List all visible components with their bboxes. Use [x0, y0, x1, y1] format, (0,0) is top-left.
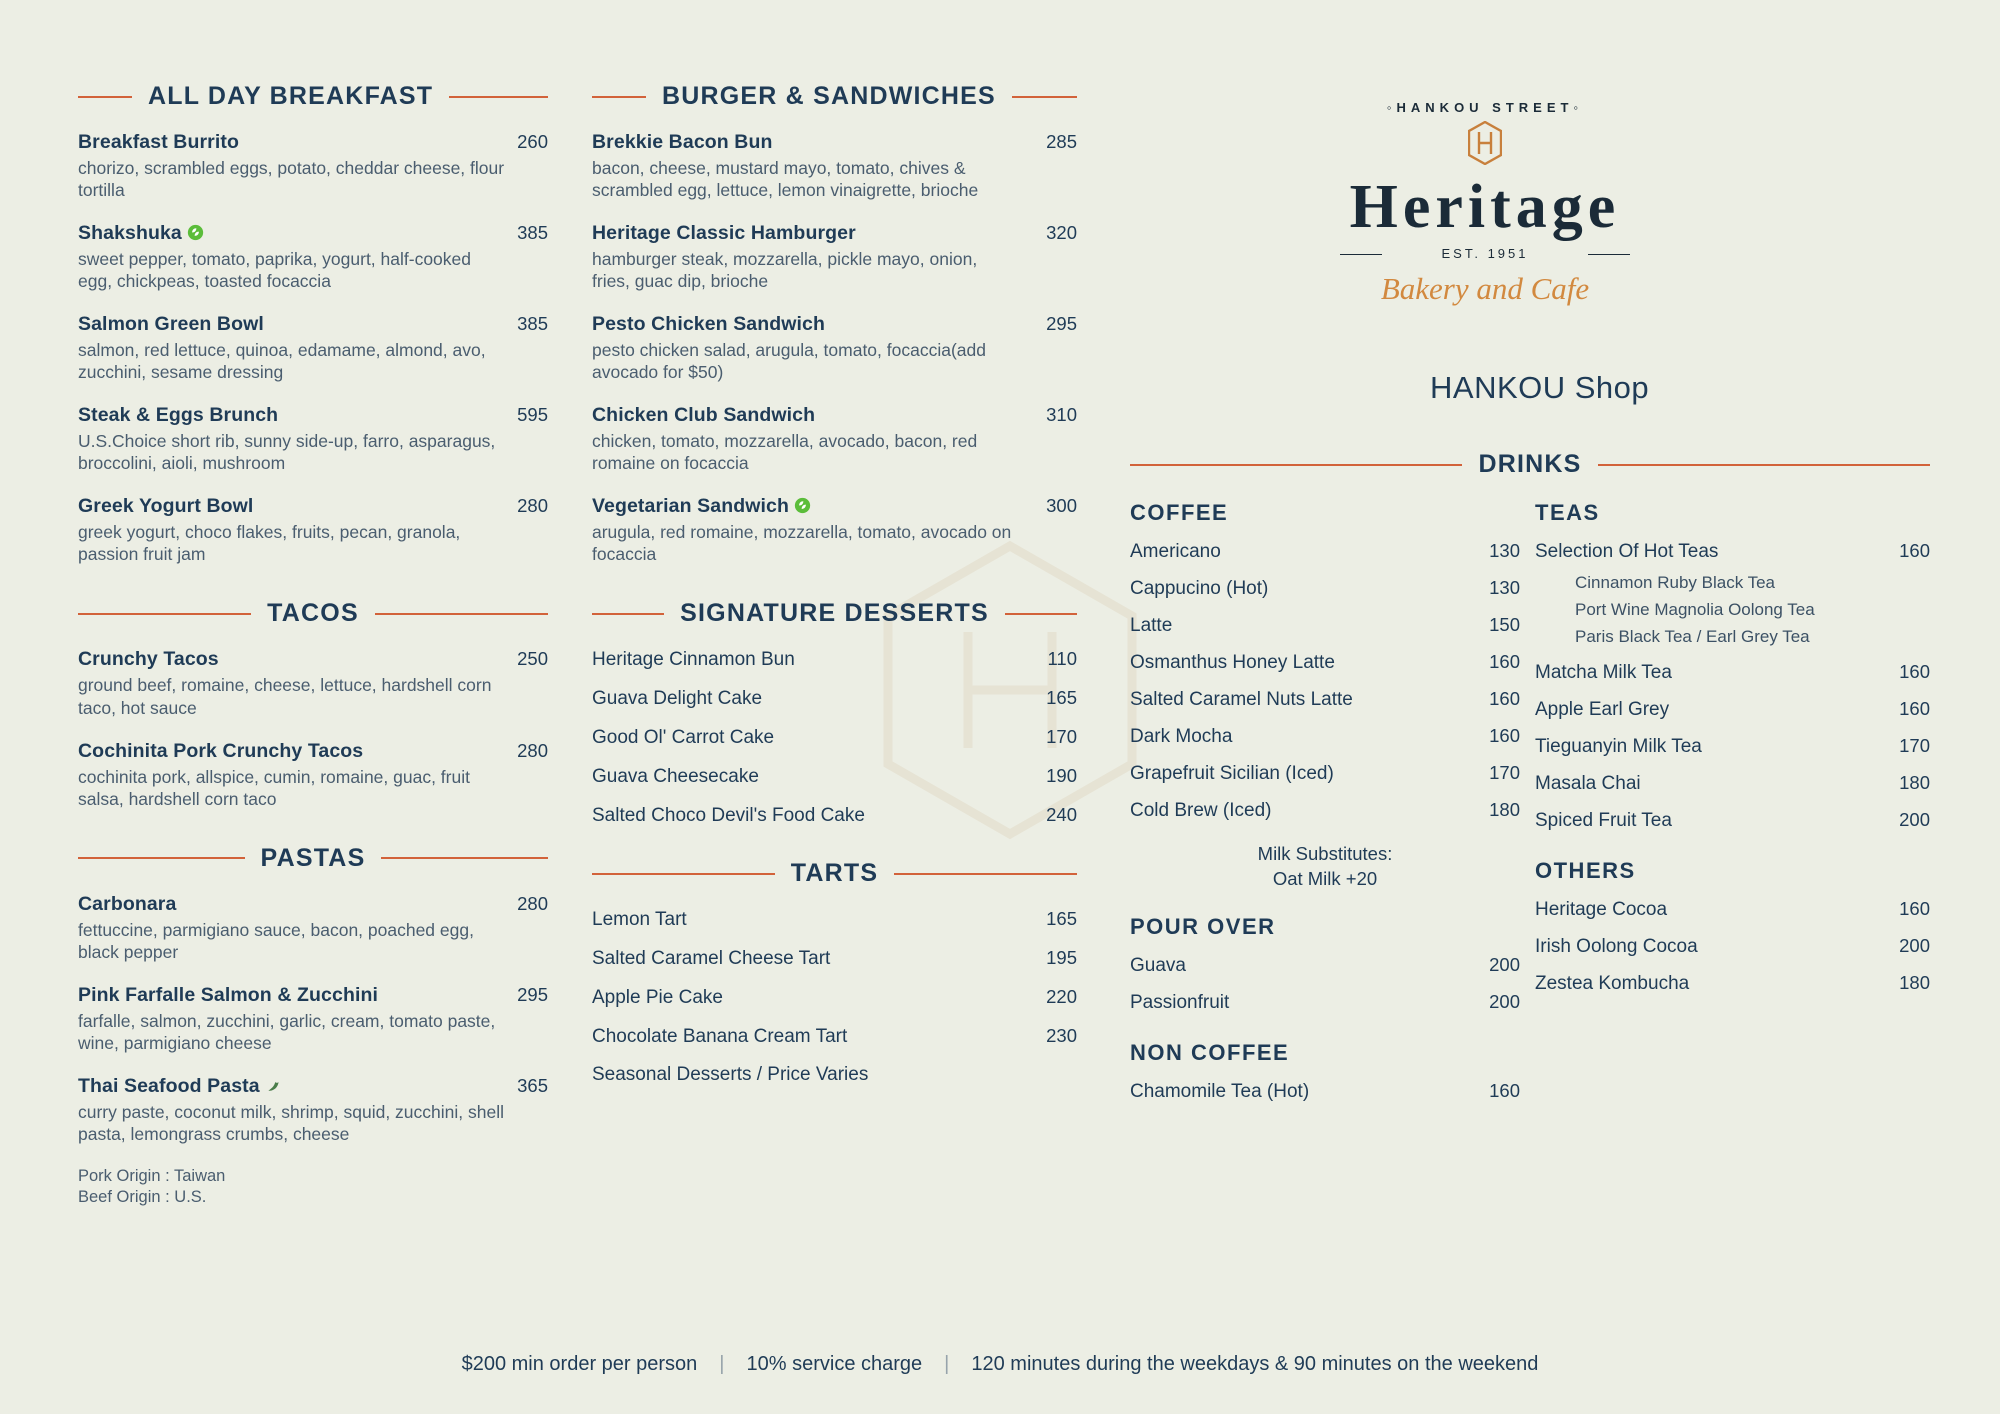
menu-item — [592, 131, 1077, 201]
menu-item — [78, 893, 548, 963]
drink-price: 170 — [1899, 735, 1930, 756]
drink-item — [1130, 725, 1520, 748]
drink-price: 200 — [1899, 809, 1930, 830]
brand-name: Heritage — [1349, 173, 1621, 241]
menu-item — [78, 495, 548, 565]
menu-line-item — [592, 908, 1077, 931]
beef-origin-note: Beef Origin : U.S. — [78, 1188, 207, 1207]
footer-notes — [0, 1353, 2000, 1376]
section-title: TACOS — [267, 599, 359, 628]
item-price: 110 — [1047, 648, 1077, 670]
drink-name: Salted Caramel Nuts Latte — [1130, 689, 1353, 710]
rule-right — [381, 857, 548, 859]
drink-name: Osmanthus Honey Latte — [1130, 652, 1335, 673]
milk-note-line-2: Oat Milk +20 — [1272, 867, 1378, 889]
menu-item — [592, 495, 1077, 565]
drink-name: Latte — [1130, 615, 1173, 636]
drink-price: 160 — [1489, 725, 1520, 746]
rule-left — [592, 96, 646, 98]
drink-price: 150 — [1489, 614, 1520, 635]
drink-item — [1535, 772, 1930, 795]
item-description: arugula, red romaine, mozzarella, tomato, avocado on focaccia — [592, 522, 1012, 565]
column-middle — [592, 82, 1077, 1102]
drink-item — [1130, 614, 1520, 637]
rule-left — [78, 96, 132, 98]
item-description: chicken, tomato, mozzarella, avocado, bacon, red romaine on focaccia — [592, 431, 978, 474]
drink-name: Spiced Fruit Tea — [1535, 810, 1672, 831]
drink-name: Americano — [1130, 541, 1221, 562]
drink-item — [1130, 540, 1520, 563]
rule-left — [78, 857, 245, 859]
drink-item — [1130, 799, 1520, 822]
drink-item — [1535, 972, 1930, 995]
drink-name: Cappucino (Hot) — [1130, 578, 1269, 599]
section-header-pastas — [78, 844, 548, 873]
drink-item — [1535, 661, 1930, 684]
drink-name: Chamomile Tea (Hot) — [1130, 1080, 1310, 1102]
menu-line-item — [592, 726, 1077, 749]
item-name: Seasonal Desserts / Price Varies — [592, 1064, 869, 1086]
spicy-icon — [265, 1077, 282, 1094]
drink-price: 180 — [1489, 799, 1520, 820]
rule-right — [375, 613, 548, 615]
menu-item — [78, 740, 548, 810]
rule-left — [592, 873, 775, 875]
item-price: 295 — [1046, 313, 1077, 335]
subsection-title-coffee: COFFEE — [1130, 500, 1229, 525]
item-price: 385 — [517, 313, 548, 335]
drink-name: Grapefruit Sicilian (Iced) — [1130, 763, 1334, 784]
drink-name: Zestea Kombucha — [1535, 973, 1690, 994]
item-price: 260 — [517, 131, 548, 152]
subsection-title-others: OTHERS — [1535, 858, 1636, 883]
item-name: Brekkie Bacon Bun — [592, 131, 773, 153]
brand-subtitle: Bakery and Cafe — [1380, 271, 1590, 306]
menu-line-item — [592, 804, 1077, 827]
item-name: Guava Cheesecake — [592, 766, 759, 788]
drink-item — [1535, 540, 1930, 563]
item-name: Salted Choco Devil's Food Cake — [592, 805, 865, 827]
item-description: salmon, red lettuce, quinoa, edamame, almond, avo, zucchini, sesame dressing — [78, 340, 486, 383]
item-name: Pink Farfalle Salmon & Zucchini — [78, 983, 378, 1006]
item-price: 195 — [1046, 947, 1077, 969]
drink-price: 160 — [1899, 661, 1930, 682]
drink-price: 160 — [1489, 688, 1520, 709]
hot-tea-option: Port Wine Magnolia Oolong Tea — [1575, 600, 1815, 619]
item-name: Apple Pie Cake — [592, 987, 723, 1009]
brand-arc-text: ◦HANKOU STREET◦ — [1386, 100, 1584, 115]
menu-item — [78, 1075, 548, 1145]
menu-item — [78, 648, 548, 718]
drinks-column-right — [1535, 500, 1930, 1009]
drink-price: 200 — [1489, 990, 1520, 1012]
item-price: 295 — [517, 983, 548, 1005]
menu-line-item — [592, 687, 1077, 710]
drink-name: Irish Oolong Cocoa — [1535, 936, 1698, 957]
drink-name: Cold Brew (Iced) — [1130, 800, 1272, 821]
vegetarian-icon — [794, 497, 811, 514]
item-name: Carbonara — [78, 892, 177, 915]
rule-right — [449, 96, 548, 98]
rule-left — [592, 613, 664, 615]
item-description: bacon, cheese, mustard mayo, tomato, chives & scrambled egg, lettuce, lemon vinaigrette, brioche — [592, 158, 979, 201]
heritage-logo-icon — [1468, 121, 1502, 165]
item-name — [592, 495, 811, 518]
section-header-burger-sandwiches — [592, 82, 1077, 111]
drink-price: 180 — [1899, 772, 1930, 793]
item-name: Guava Delight Cake — [592, 688, 763, 710]
drink-item — [1130, 991, 1520, 1014]
brand-block — [1330, 100, 1640, 307]
drink-price: 130 — [1489, 577, 1520, 598]
item-description: ground beef, romaine, cheese, lettuce, hardshell corn taco, hot sauce — [78, 675, 492, 718]
item-price: 190 — [1046, 765, 1077, 787]
section-title: PASTAS — [260, 843, 366, 872]
menu-line-item — [592, 1064, 1077, 1086]
item-description: pesto chicken salad, arugula, tomato, focaccia(add avocado for $50) — [592, 340, 986, 383]
item-description: sweet pepper, tomato, paprika, yogurt, half-cooked egg, chickpeas, toasted focaccia — [78, 249, 472, 292]
menu-item — [78, 222, 548, 292]
subsection-title-non-coffee: NON COFFEE — [1130, 1039, 1290, 1065]
item-name: Lemon Tart — [592, 909, 687, 931]
drink-item — [1535, 698, 1930, 721]
drink-price: 160 — [1899, 898, 1930, 919]
item-name: Steak & Eggs Brunch — [78, 404, 279, 427]
vegetarian-icon — [187, 224, 204, 241]
brand-established: EST. 1951 — [1330, 246, 1640, 261]
footer-separator: | — [719, 1353, 725, 1375]
item-name: Greek Yogurt Bowl — [78, 495, 254, 518]
section-title: TARTS — [790, 859, 879, 888]
section-header-tacos — [78, 599, 548, 628]
item-price: 240 — [1046, 804, 1077, 826]
item-description: chorizo, scrambled eggs, potato, cheddar cheese, flour tortilla — [78, 158, 505, 201]
section-title: ALL DAY BREAKFAST — [148, 82, 434, 110]
rule-left — [78, 613, 251, 615]
item-description: cochinita pork, allspice, cumin, romaine, guac, fruit salsa, hardshell corn taco — [78, 766, 470, 809]
drink-name: Matcha Milk Tea — [1535, 662, 1672, 683]
item-name: Good Ol' Carrot Cake — [592, 727, 775, 749]
item-name: Breakfast Burrito — [78, 131, 239, 153]
menu-item — [78, 131, 548, 201]
rule-left — [1130, 464, 1462, 466]
item-name: Salted Caramel Cheese Tart — [592, 948, 831, 970]
item-name: Pesto Chicken Sandwich — [592, 313, 826, 336]
footer-time-limit: 120 minutes during the weekdays & 90 minutes on the weekend — [971, 1353, 1539, 1375]
item-name-text: Vegetarian Sandwich — [592, 495, 789, 518]
drink-name: Apple Earl Grey — [1535, 699, 1670, 720]
drink-price: 130 — [1489, 540, 1520, 561]
menu-item — [78, 404, 548, 474]
item-price: 300 — [1046, 495, 1077, 517]
menu-item — [78, 313, 548, 383]
drink-item — [1535, 735, 1930, 758]
item-name: Chocolate Banana Cream Tart — [592, 1026, 848, 1048]
item-description: fettuccine, parmigiano sauce, bacon, poached egg, black pepper — [78, 919, 474, 962]
item-price: 165 — [1046, 908, 1077, 930]
item-description: U.S.Choice short rib, sunny side-up, farro, asparagus, broccolini, aioli, mushroom — [78, 431, 496, 474]
drink-item — [1130, 651, 1520, 674]
item-name: Heritage Classic Hamburger — [592, 222, 856, 245]
section-title: DRINKS — [1478, 450, 1582, 478]
hot-tea-option: Paris Black Tea / Earl Grey Tea — [1575, 627, 1810, 646]
drink-price: 160 — [1899, 698, 1930, 719]
footer-service-charge: 10% service charge — [746, 1353, 923, 1375]
section-title: SIGNATURE DESSERTS — [680, 599, 989, 628]
drink-price: 200 — [1899, 935, 1930, 956]
section-title: BURGER & SANDWICHES — [662, 82, 996, 110]
section-header-drinks — [1130, 450, 1930, 479]
item-price: 280 — [517, 739, 548, 761]
item-price: 170 — [1046, 726, 1077, 748]
item-price: 320 — [1046, 222, 1077, 244]
item-price: 250 — [517, 648, 548, 670]
footer-separator: | — [944, 1353, 950, 1375]
item-name: Heritage Cinnamon Bun — [592, 649, 795, 671]
drink-price: 160 — [1489, 651, 1520, 672]
item-description: hamburger steak, mozzarella, pickle mayo, onion, fries, guac dip, brioche — [592, 249, 978, 292]
menu-item — [592, 404, 1077, 474]
drink-name: Passionfruit — [1130, 991, 1230, 1013]
drink-price: 200 — [1489, 953, 1520, 975]
menu-line-item — [592, 986, 1077, 1009]
drink-item — [1535, 935, 1930, 958]
drink-item — [1130, 577, 1520, 600]
drink-price: 160 — [1899, 540, 1930, 561]
drink-item — [1130, 762, 1520, 785]
item-price: 285 — [1046, 131, 1077, 152]
rule-right — [894, 873, 1077, 875]
menu-item — [78, 984, 548, 1054]
item-price: 230 — [1046, 1025, 1077, 1047]
subsection-title-pour-over: POUR OVER — [1130, 913, 1276, 939]
drinks-column-left — [1130, 500, 1520, 1117]
item-name: Cochinita Pork Crunchy Tacos — [78, 739, 364, 762]
drink-price: 160 — [1489, 1079, 1520, 1101]
milk-substitutes-note — [1130, 842, 1520, 892]
drink-item — [1535, 898, 1930, 921]
item-name: Salmon Green Bowl — [78, 313, 264, 336]
item-price: 280 — [517, 892, 548, 914]
section-header-tarts — [592, 859, 1077, 888]
milk-note-line-1: Milk Substitutes: — [1257, 843, 1393, 864]
rule-right — [1012, 96, 1077, 98]
item-name: Chicken Club Sandwich — [592, 404, 816, 427]
section-header-signature-desserts — [592, 599, 1077, 628]
rule-right — [1598, 464, 1930, 466]
drink-price: 170 — [1489, 762, 1520, 783]
item-price: 310 — [1046, 404, 1077, 426]
drink-item — [1130, 688, 1520, 711]
item-price: 365 — [517, 1074, 548, 1096]
menu-line-item — [592, 765, 1077, 788]
drink-name: Heritage Cocoa — [1535, 899, 1668, 920]
menu-line-item — [592, 648, 1077, 671]
item-name: Crunchy Tacos — [78, 648, 219, 671]
drink-name: Tieguanyin Milk Tea — [1535, 736, 1702, 757]
menu-item — [592, 313, 1077, 383]
origin-notes — [78, 1166, 548, 1209]
item-description: greek yogurt, choco flakes, fruits, pecan, granola, passion fruit jam — [78, 522, 461, 565]
menu-line-item — [592, 1025, 1077, 1048]
footer-min-order: $200 min order per person — [461, 1353, 698, 1375]
menu-item — [592, 222, 1077, 292]
menu-line-item — [592, 947, 1077, 970]
drink-name: Masala Chai — [1535, 773, 1641, 794]
item-price: 280 — [517, 495, 548, 517]
drink-item — [1130, 1080, 1520, 1103]
shop-name: HANKOU Shop — [1430, 370, 1650, 405]
column-left — [78, 82, 548, 1209]
hot-tea-option: Cinnamon Ruby Black Tea — [1575, 573, 1776, 592]
item-name — [78, 222, 204, 245]
item-price: 385 — [517, 222, 548, 244]
drink-item — [1535, 809, 1930, 832]
drink-price: 180 — [1899, 972, 1930, 993]
drink-item — [1130, 954, 1520, 977]
item-description: curry paste, coconut milk, shrimp, squid, zucchini, shell pasta, lemongrass crumbs, cheese — [78, 1101, 504, 1144]
drink-name: Guava — [1130, 954, 1186, 976]
subsection-title-teas: TEAS — [1535, 500, 1600, 525]
drink-name: Dark Mocha — [1130, 726, 1233, 747]
item-price: 165 — [1046, 687, 1077, 709]
pork-origin-note: Pork Origin : Taiwan — [78, 1166, 226, 1185]
item-name — [78, 1075, 282, 1098]
item-name-text: Shakshuka — [78, 222, 182, 245]
item-price: 220 — [1046, 986, 1077, 1008]
item-description: farfalle, salmon, zucchini, garlic, cream, tomato paste, wine, parmigiano cheese — [78, 1010, 496, 1053]
item-name-text: Thai Seafood Pasta — [78, 1074, 260, 1097]
item-price: 595 — [517, 404, 548, 426]
section-header-all-day-breakfast — [78, 82, 548, 111]
rule-right — [1005, 613, 1077, 615]
drink-name: Selection Of Hot Teas — [1535, 541, 1719, 562]
